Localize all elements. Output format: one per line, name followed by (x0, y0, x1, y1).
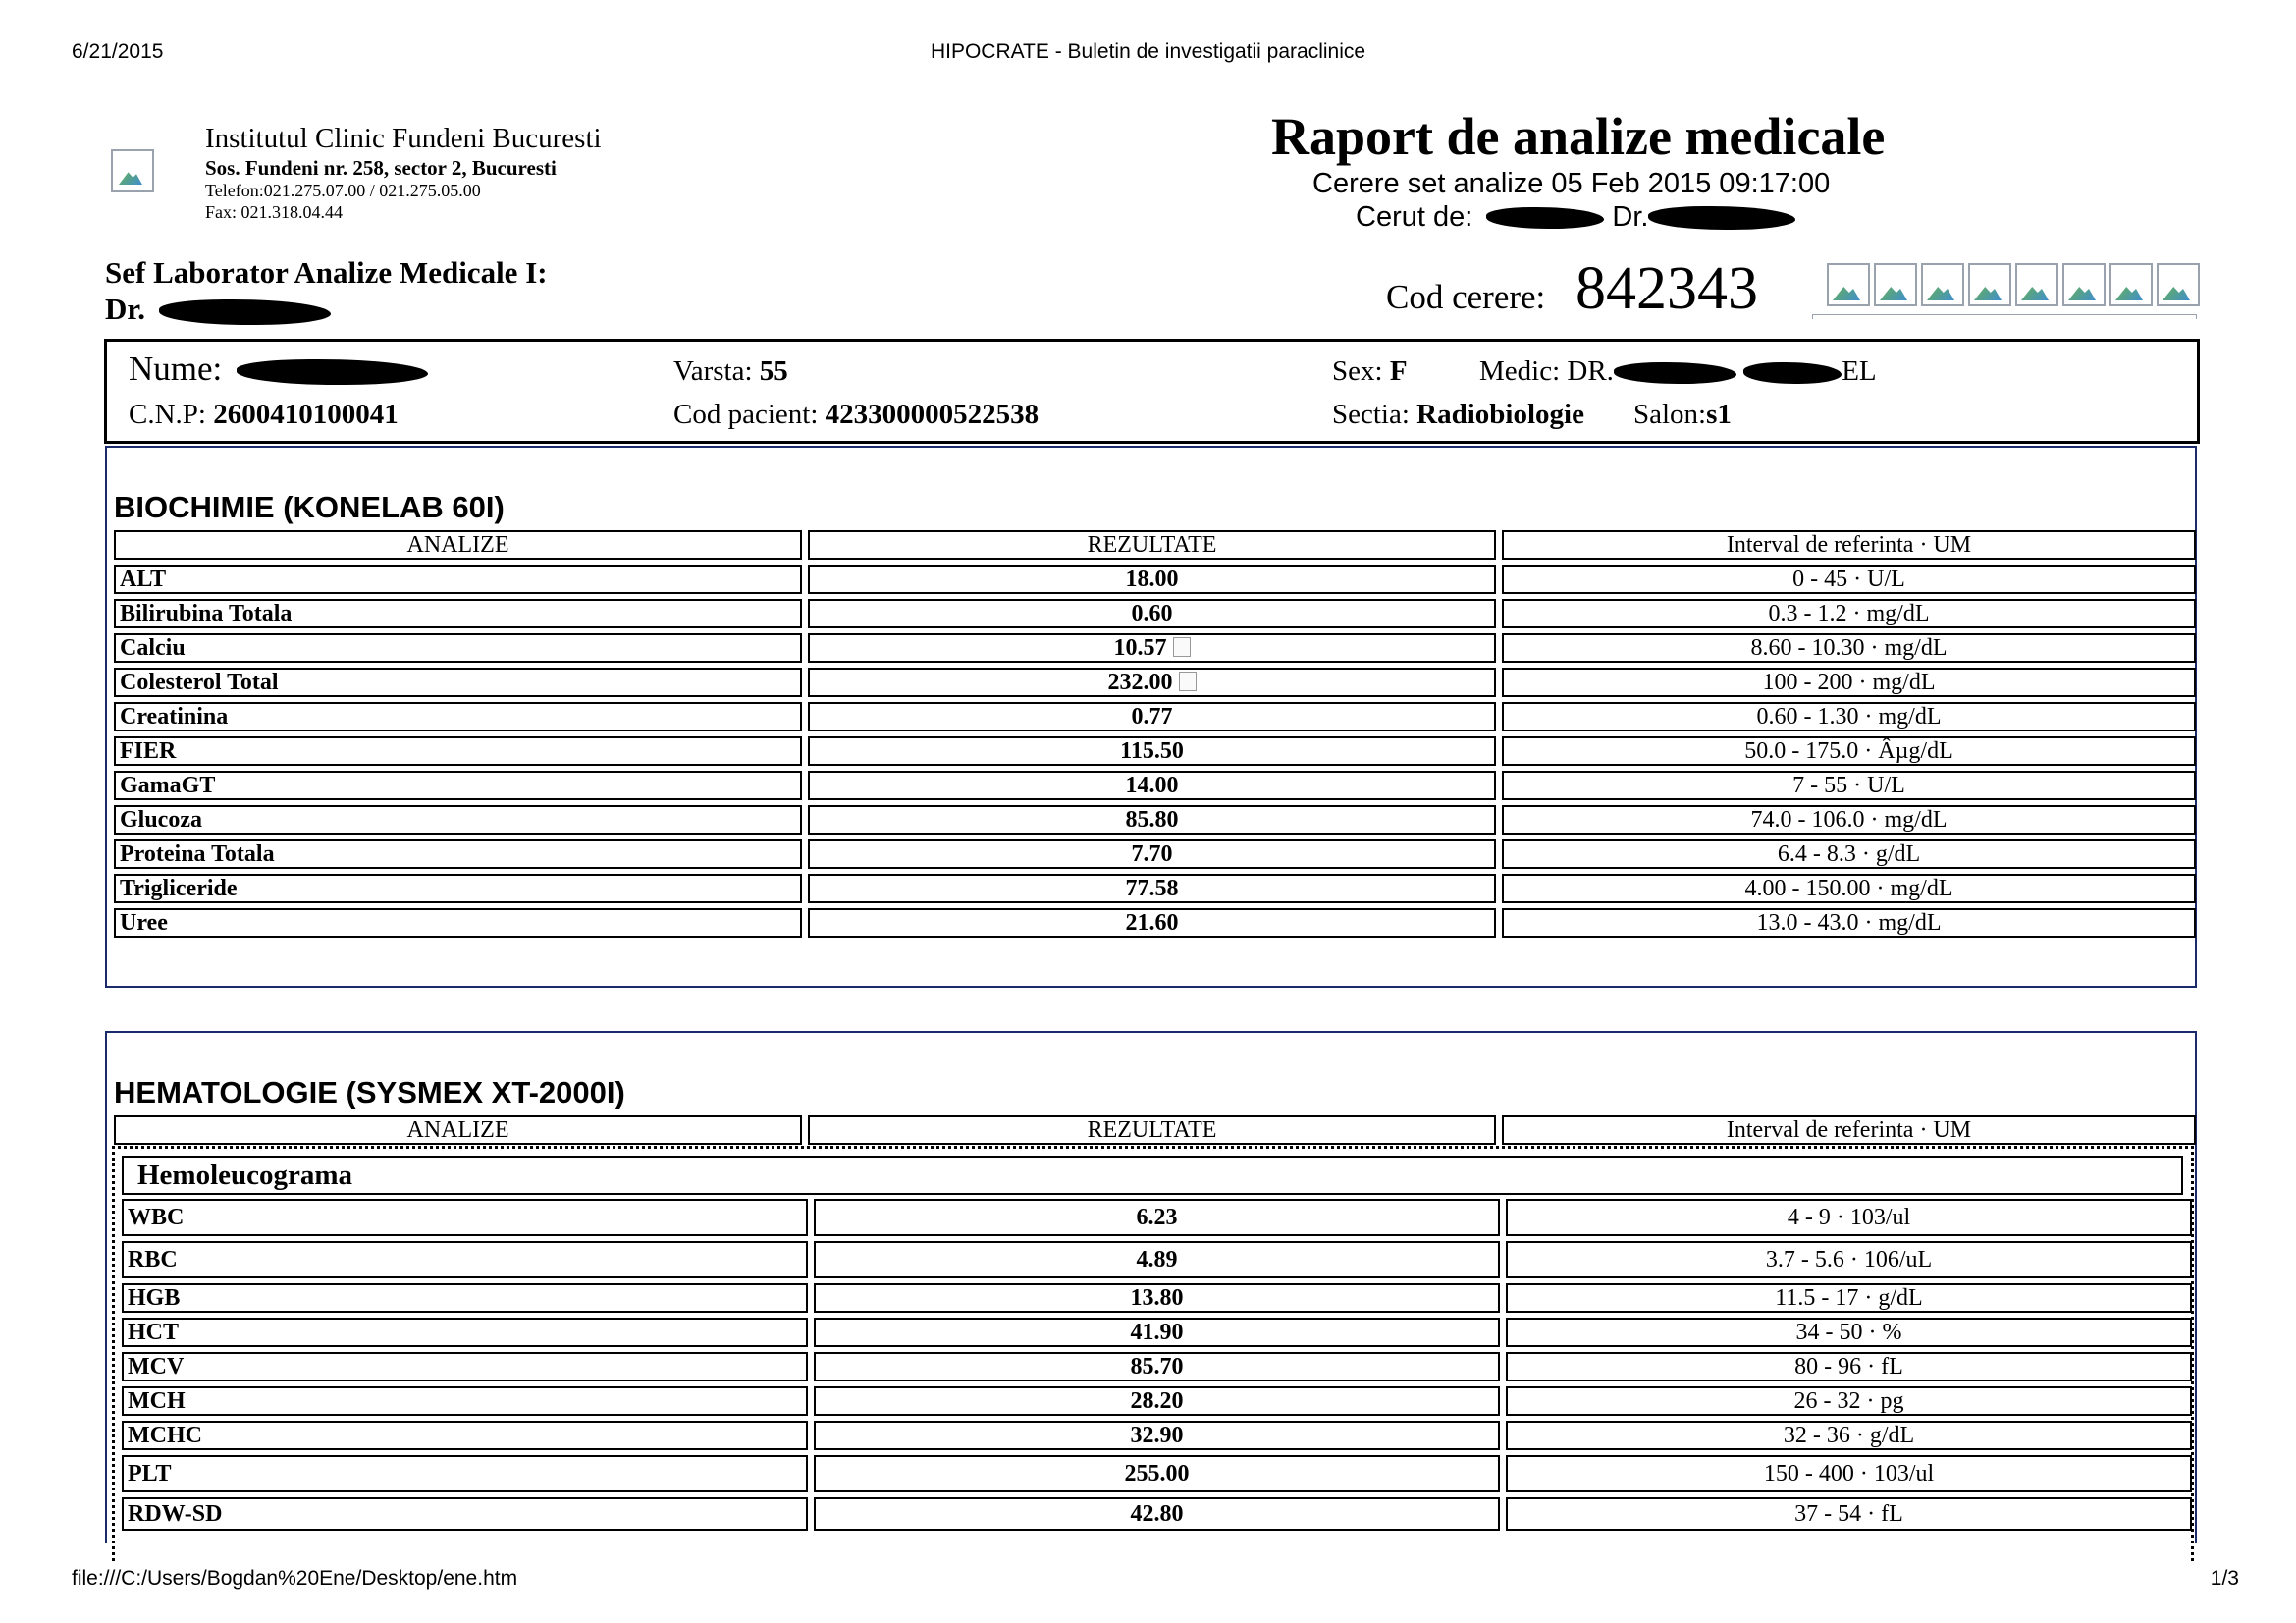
analysis-name: Calciu (114, 633, 802, 663)
institution-fax: Fax: 021.318.04.44 (205, 202, 344, 222)
biochimie-table (108, 525, 2202, 943)
table-row (122, 1421, 2192, 1450)
analysis-name: HGB (122, 1283, 808, 1313)
patient-code-value: 423300000522538 (825, 399, 1040, 430)
lab-head-prefix: Dr. (105, 292, 146, 326)
table-row (114, 565, 2196, 594)
analysis-value: 255.00 (814, 1455, 1500, 1492)
table-row (122, 1283, 2192, 1313)
reference-interval: 13.0 - 43.0 · mg/dL (1502, 908, 2196, 938)
patient-salon-value: s1 (1706, 399, 1732, 430)
reference-interval: 0.60 - 1.30 · mg/dL (1502, 702, 2196, 731)
table-row (122, 1318, 2192, 1347)
reference-interval: 4 - 9 · 103/ul (1506, 1199, 2192, 1236)
analysis-name: Glucoza (114, 805, 802, 835)
reference-interval: 3.7 - 5.6 · 106/uL (1506, 1241, 2192, 1278)
redacted-requester (1486, 207, 1604, 229)
table-row (114, 633, 2196, 663)
reference-interval: 80 - 96 · fL (1506, 1352, 2192, 1381)
analysis-name: Colesterol Total (114, 668, 802, 697)
institution-address: Sos. Fundeni nr. 258, sector 2, Bucuresti (205, 156, 557, 180)
patient-name (129, 350, 428, 389)
analysis-name: RBC (122, 1241, 808, 1278)
analysis-name: WBC (122, 1199, 808, 1236)
patient-age-value: 55 (759, 355, 788, 387)
reference-interval: 37 - 54 · fL (1506, 1497, 2192, 1531)
analysis-value: 18.00 (808, 565, 1496, 594)
patient-section-label: Sectia: (1332, 399, 1410, 430)
institution-phone: Telefon:021.275.07.00 / 021.275.05.00 (205, 181, 481, 200)
patient-age (673, 355, 788, 388)
image-placeholder (1921, 263, 1964, 306)
table-row (122, 1352, 2192, 1381)
redacted-medic-2 (1743, 362, 1842, 384)
patient-code (673, 399, 1039, 431)
analysis-value: 42.80 (814, 1497, 1500, 1531)
analysis-value-cell (808, 633, 1496, 663)
patient-age-label: Varsta: (673, 355, 753, 387)
print-page-number: 1/3 (2210, 1567, 2239, 1590)
table-row (114, 668, 2196, 697)
table-row (122, 1455, 2192, 1492)
col-header-rezultate: REZULTATE (808, 1115, 1496, 1145)
analysis-value: 77.58 (808, 874, 1496, 903)
analysis-name: MCV (122, 1352, 808, 1381)
reference-interval: 0.3 - 1.2 · mg/dL (1502, 599, 2196, 628)
analysis-value: 14.00 (808, 771, 1496, 800)
reference-interval: 100 - 200 · mg/dL (1502, 668, 2196, 697)
redacted-requester-dr (1648, 206, 1795, 230)
reference-interval: 26 - 32 · pg (1506, 1386, 2192, 1416)
analysis-value: 4.89 (814, 1241, 1500, 1278)
patient-name-label: Nume: (129, 350, 223, 388)
table-row (114, 771, 2196, 800)
analysis-value: 28.20 (814, 1386, 1500, 1416)
reference-interval: 8.60 - 10.30 · mg/dL (1502, 633, 2196, 663)
analysis-value: 232.00 (1107, 670, 1173, 695)
patient-medic-suffix: EL (1842, 355, 1877, 387)
analysis-name: RDW-SD (122, 1497, 808, 1531)
reference-interval: 74.0 - 106.0 · mg/dL (1502, 805, 2196, 835)
analysis-name: ALT (114, 565, 802, 594)
analysis-name: GamaGT (114, 771, 802, 800)
analysis-value: 6.23 (814, 1199, 1500, 1236)
table-row (114, 599, 2196, 628)
image-placeholder (1874, 263, 1917, 306)
analysis-name: HCT (122, 1318, 808, 1347)
out-of-range-flag-icon (1173, 637, 1191, 657)
reference-interval: 6.4 - 8.3 · g/dL (1502, 839, 2196, 869)
analysis-name: MCHC (122, 1421, 808, 1450)
image-placeholder (2157, 263, 2200, 306)
patient-cnp (129, 399, 399, 431)
table-header-row (114, 530, 2196, 560)
col-header-rezultate: REZULTATE (808, 530, 1496, 560)
report-request-line: Cerere set analize 05 Feb 2015 09:17:00 (1312, 168, 1831, 199)
print-url: file:///C:/Users/Bogdan%20Ene/Desktop/ene.htm (72, 1567, 518, 1590)
print-title: HIPOCRATE - Buletin de investigatii paraclinice (930, 40, 1366, 63)
analysis-name: PLT (122, 1455, 808, 1492)
analysis-value: 7.70 (808, 839, 1496, 869)
reference-interval: 34 - 50 · % (1506, 1318, 2192, 1347)
analysis-value: 21.60 (808, 908, 1496, 938)
image-placeholder (1968, 263, 2011, 306)
patient-sex (1332, 355, 1408, 388)
patient-sex-label: Sex: (1332, 355, 1383, 387)
report-requested-by (1356, 201, 1795, 234)
image-placeholder (2109, 263, 2153, 306)
analysis-value: 0.60 (808, 599, 1496, 628)
reference-interval: 7 - 55 · U/L (1502, 771, 2196, 800)
hematologie-title: HEMATOLOGIE (SYSMEX XT-2000I) (114, 1075, 625, 1109)
col-header-interval: Interval de referinta · UM (1502, 530, 2196, 560)
redacted-lab-head (159, 299, 331, 325)
analysis-value: 32.90 (814, 1421, 1500, 1450)
analysis-value: 0.77 (808, 702, 1496, 731)
table-row (114, 874, 2196, 903)
reference-interval: 11.5 - 17 · g/dL (1506, 1283, 2192, 1313)
analysis-name: Trigliceride (114, 874, 802, 903)
patient-section (1332, 399, 1584, 431)
barcode-image-placeholders (1827, 263, 2200, 306)
patient-cnp-value: 2600410100041 (213, 399, 399, 430)
table-row (122, 1386, 2192, 1416)
patient-section-value: Radiobiologie (1416, 399, 1584, 430)
patient-medic-label: Medic: DR. (1479, 355, 1614, 387)
table-row (122, 1241, 2192, 1278)
table-header-row (114, 1115, 2196, 1145)
redacted-medic (1614, 362, 1736, 384)
institution-name: Institutul Clinic Fundeni Bucuresti (205, 123, 602, 154)
analysis-value: 13.80 (814, 1283, 1500, 1313)
analysis-name: Uree (114, 908, 802, 938)
image-placeholder (2062, 263, 2106, 306)
out-of-range-flag-icon (1179, 672, 1197, 691)
col-header-analize: ANALIZE (114, 1115, 802, 1145)
analysis-name: Creatinina (114, 702, 802, 731)
col-header-interval: Interval de referinta · UM (1502, 1115, 2196, 1145)
patient-sex-value: F (1389, 355, 1408, 387)
hematologie-table (116, 1194, 2198, 1536)
analysis-name: MCH (122, 1386, 808, 1416)
analysis-value: 115.50 (808, 736, 1496, 766)
request-code-value: 842343 (1575, 255, 1758, 322)
analysis-value: 10.57 (1113, 635, 1167, 661)
col-header-analize: ANALIZE (114, 530, 802, 560)
image-placeholder (2015, 263, 2058, 306)
report-title: Raport de analize medicale (1271, 107, 1886, 166)
table-row (122, 1497, 2192, 1531)
analysis-value-cell (808, 668, 1496, 697)
patient-info-box (104, 339, 2200, 444)
analysis-value: 41.90 (814, 1318, 1500, 1347)
analysis-name: Bilirubina Totala (114, 599, 802, 628)
reference-interval: 50.0 - 175.0 · Âµg/dL (1502, 736, 2196, 766)
analysis-value: 85.70 (814, 1352, 1500, 1381)
lab-head-name (105, 292, 331, 327)
reference-interval: 150 - 400 · 103/ul (1506, 1455, 2192, 1492)
analysis-name: Proteina Totala (114, 839, 802, 869)
hematologie-header-table (108, 1110, 2202, 1150)
print-date: 6/21/2015 (72, 40, 164, 63)
image-placeholder (1827, 263, 1870, 306)
reference-interval: 4.00 - 150.00 · mg/dL (1502, 874, 2196, 903)
analysis-value: 85.80 (808, 805, 1496, 835)
reference-interval: 32 - 36 · g/dL (1506, 1421, 2192, 1450)
requested-by-label: Cerut de: (1356, 201, 1473, 233)
table-row (114, 702, 2196, 731)
patient-medic (1479, 355, 1877, 388)
institution-logo-placeholder (111, 149, 154, 192)
requested-by-dr: Dr. (1612, 201, 1649, 233)
patient-cnp-label: C.N.P: (129, 399, 206, 430)
request-code-label: Cod cerere: (1386, 278, 1546, 316)
barcode-underline (1812, 314, 2197, 319)
biochimie-title: BIOCHIMIE (KONELAB 60I) (114, 490, 505, 524)
table-row (114, 736, 2196, 766)
reference-interval: 0 - 45 · U/L (1502, 565, 2196, 594)
patient-salon (1633, 399, 1732, 431)
hemoleucograma-group-header: Hemoleucograma (122, 1156, 2183, 1195)
patient-salon-label: Salon: (1633, 399, 1707, 430)
table-row (114, 839, 2196, 869)
table-row (114, 908, 2196, 938)
table-row (114, 805, 2196, 835)
patient-code-label: Cod pacient: (673, 399, 819, 430)
redacted-patient-name (237, 359, 428, 385)
table-row (122, 1199, 2192, 1236)
lab-head-label: Sef Laborator Analize Medicale I: (105, 255, 548, 290)
analysis-name: FIER (114, 736, 802, 766)
